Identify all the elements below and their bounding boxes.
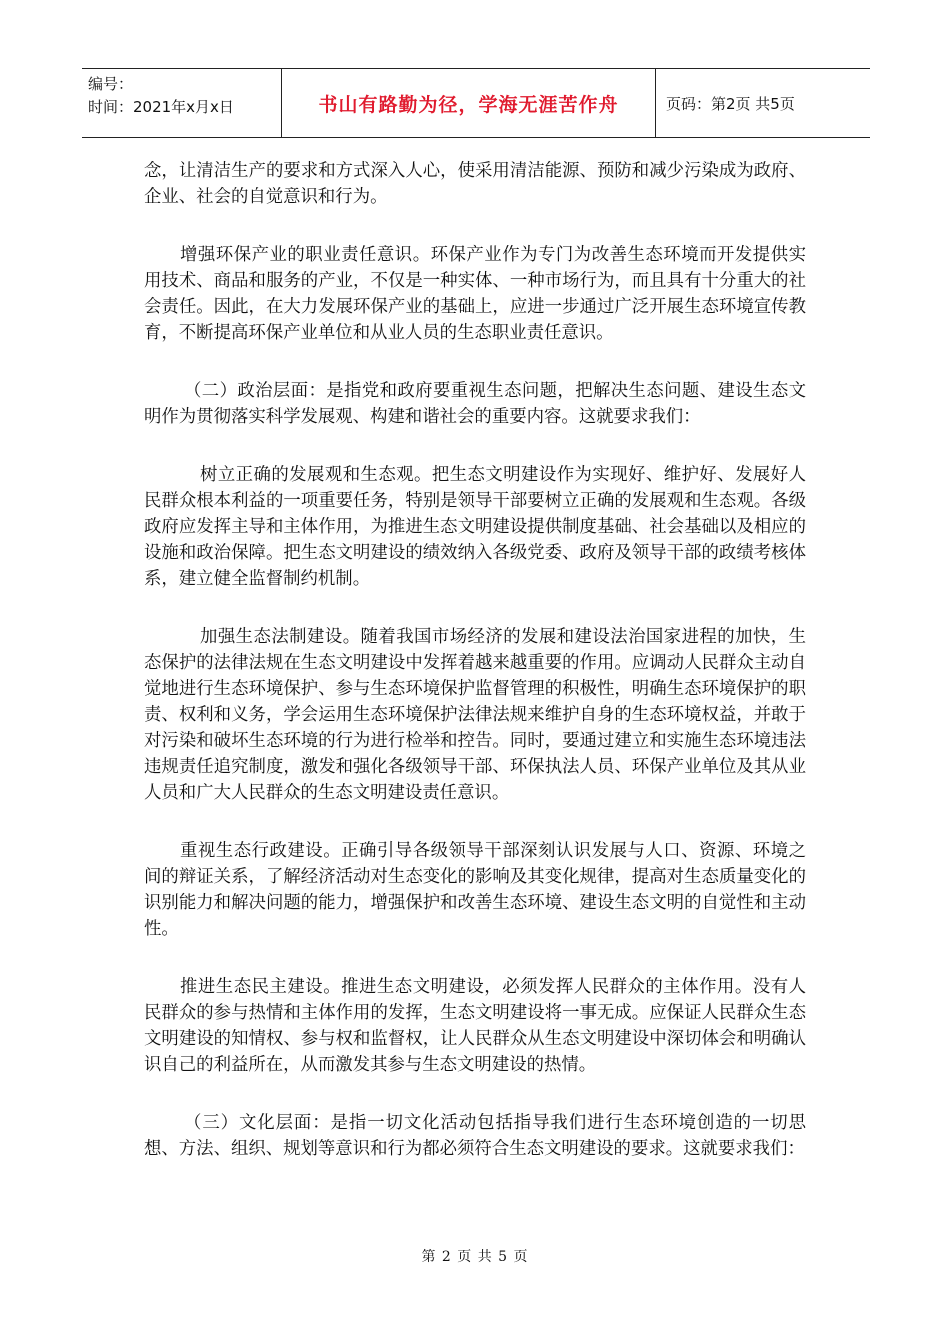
header-motto-cell <box>282 69 656 137</box>
document-date-label: 时间：2021年x月x日 <box>88 98 234 116</box>
header-meta <box>82 69 282 137</box>
page-footer: 第 2 页 共 5 页 <box>421 1249 529 1265</box>
header-motto: 书山有路勤为径，学海无涯苦作舟 <box>318 93 619 116</box>
paragraph-cultural-level: （三）文化层面：是指一切文化活动包括指导我们进行生态环境创造的一切思想、方法、组织、规划等意识和行为都必须符合生态文明建设的要求。这就要求我们： <box>144 1113 806 1159</box>
paragraph-ecological-democracy: 推进生态民主建设。推进生态文明建设，必须发挥人民群众的主体作用。没有人民群众的参与热情和主体作用的发挥，生态文明建设将一事无成。应保证人民群众生态文明建设的知情权、参与权和监督权，让人民群众从生态文明建设中深切体会和明确认识自己的利益所在，从而激发其参与生态文明建设的热情。 <box>144 977 806 1075</box>
paragraph-ecological-law: 加强生态法制建设。随着我国市场经济的发展和建设法治国家进程的加快，生态保护的法律法规在生态文明建设中发挥着越来越重要的作用。应调动人民群众主动自觉地进行生态环境保护、参与生态环境保护监督管理的积极性，明确生态环境保护的职责、权利和义务，学会运用生态环境保护法律法规来维护自身的生态环境权益，并敢于对污染和破坏生态环境的行为进行检举和控告。同时，要通过建立和实施生态环境违法违规责任追究制度，激发和强化各级领导干部、环保执法人员、环保产业单位及其从业人员和广大人民群众的生态文明建设责任意识。 <box>144 627 806 803</box>
paragraph-development-view: 树立正确的发展观和生态观。把生态文明建设作为实现好、维护好、发展好人民群众根本利益的一项重要任务，特别是领导干部要树立正确的发展观和生态观。各级政府应发挥主导和主体作用，为推进生态文明建设提供制度基础、社会基础以及相应的设施和政治保障。把生态文明建设的绩效纳入各级党委、政府及领导干部的政绩考核体系，建立健全监督制约机制。 <box>144 465 806 589</box>
document-code-label: 编号： <box>88 75 134 93</box>
paragraph-continuation: 念，让清洁生产的要求和方式深入人心，使采用清洁能源、预防和减少污染成为政府、企业、社会的自觉意识和行为。 <box>144 161 806 207</box>
header-page-number: 页码：第2页 共5页 <box>666 94 795 113</box>
document-body <box>144 158 806 1194</box>
header-page-cell <box>656 69 870 137</box>
paragraph-political-level: （二）政治层面：是指党和政府要重视生态问题，把解决生态问题、建设生态文明作为贯彻落实科学发展观、构建和谐社会的重要内容。这就要求我们： <box>144 381 806 427</box>
page-header <box>82 68 870 138</box>
paragraph-env-industry-responsibility: 增强环保产业的职业责任意识。环保产业作为专门为改善生态环境而开发提供实用技术、商品和服务的产业，不仅是一种实体、一种市场行为，而且具有十分重大的社会责任。因此，在大力发展环保产业的基础上，应进一步通过广泛开展生态环境宣传教育，不断提高环保产业单位和从业人员的生态职业责任意识。 <box>144 245 806 343</box>
paragraph-ecological-administration: 重视生态行政建设。正确引导各级领导干部深刻认识发展与人口、资源、环境之间的辩证关系，了解经济活动对生态变化的影响及其变化规律，提高对生态质量变化的识别能力和解决问题的能力，增强保护和改善生态环境、建设生态文明的自觉性和主动性。 <box>144 841 806 939</box>
